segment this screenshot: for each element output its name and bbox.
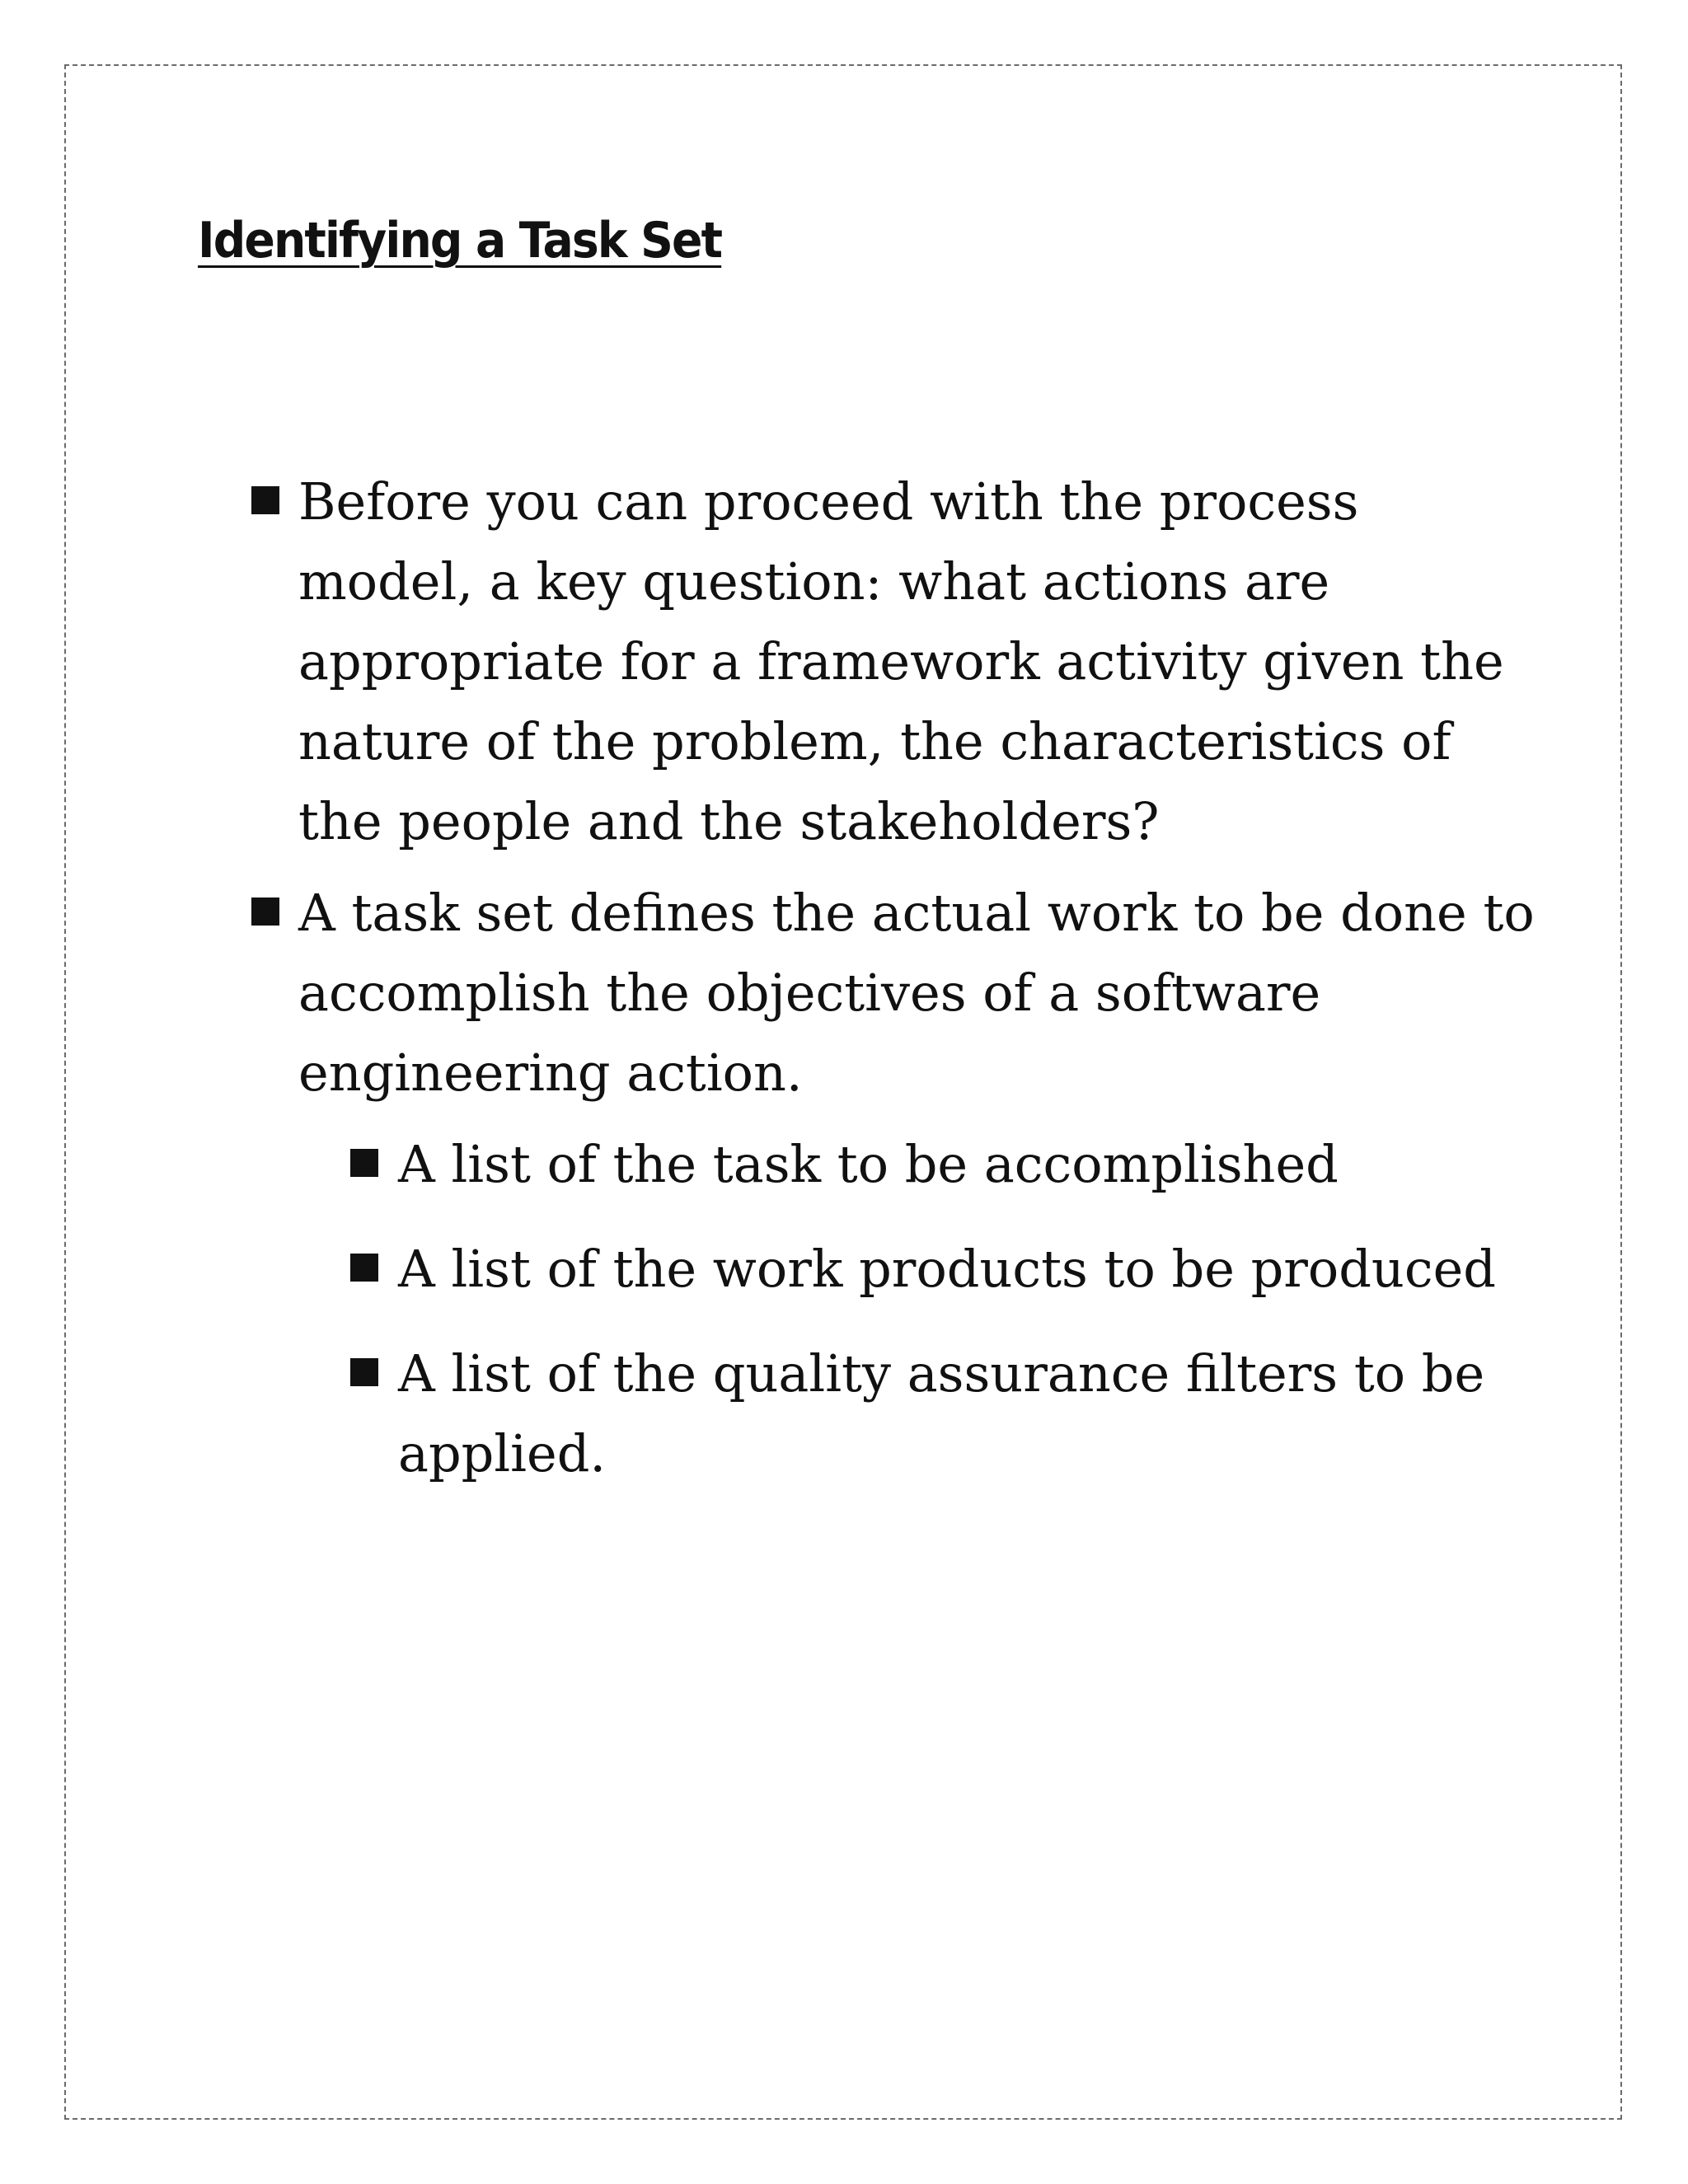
square-bullet-icon (251, 486, 279, 514)
square-bullet-icon (350, 1358, 378, 1386)
square-bullet-icon (251, 898, 279, 926)
sub-list-item-text: A list of the work products to be produced (398, 1239, 1496, 1299)
page-title: Identifying a Task Set (198, 212, 722, 269)
sub-list-item (251, 1229, 1537, 1309)
sub-list-item (251, 1124, 1537, 1204)
sub-list-item (251, 1333, 1537, 1493)
list-item (251, 462, 1537, 861)
sub-list-item-text: A list of the quality assurance filters to be applied. (398, 1343, 1485, 1483)
list-item (251, 873, 1537, 1113)
list-item-text: A task set defines the actual work to be done to accomplish the objectives of a software engineering action. (298, 883, 1535, 1103)
list-item-text: Before you can proceed with the process model, a key question: what actions are appropriate for a framework activity given the nature of the problem, the characteristics of the people and the stakeholders? (298, 471, 1504, 851)
square-bullet-icon (350, 1149, 378, 1177)
sub-list-item-text: A list of the task to be accomplished (398, 1134, 1339, 1194)
square-bullet-icon (350, 1254, 378, 1282)
bullet-list (251, 462, 1537, 1518)
sub-bullet-list (251, 1124, 1537, 1493)
